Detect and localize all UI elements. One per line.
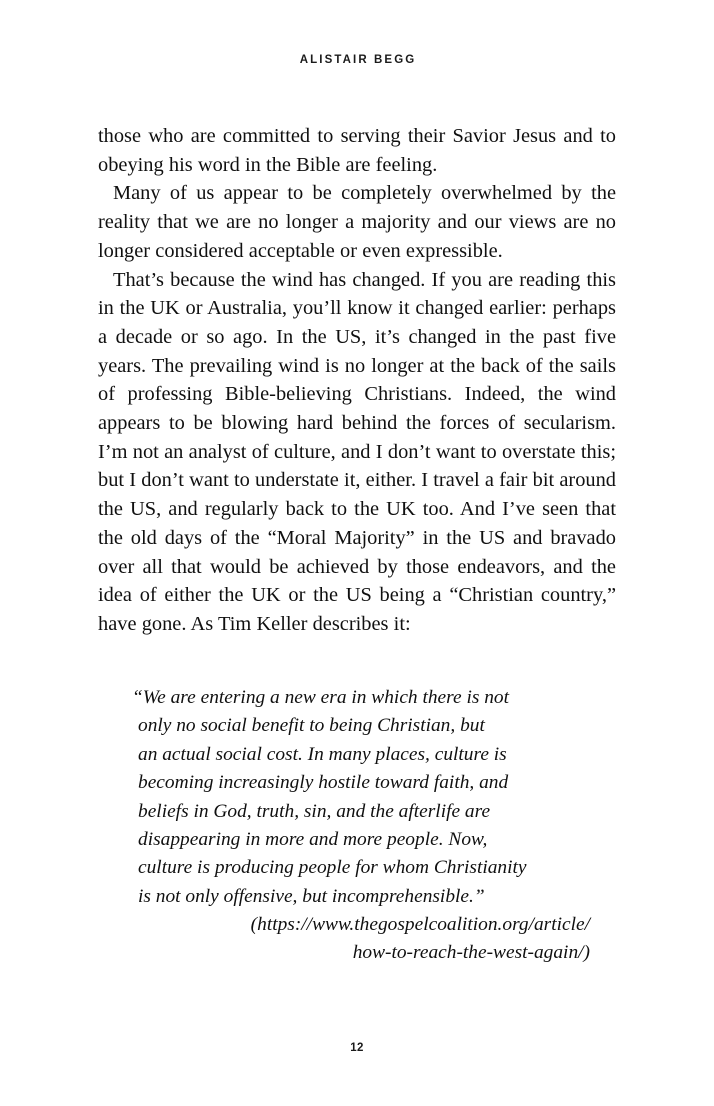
body-paragraph: Many of us appear to be completely overwhelmed by the reality that we are no longer a majority and our views are no longer considered acceptable or even expressible. (98, 182, 616, 262)
quote-line: becoming increasingly hostile toward faith, and (138, 772, 509, 794)
quote-source-citation (138, 911, 590, 968)
page-number: 12 (350, 1042, 364, 1054)
quote-line: “We are entering a new era in which there is not (132, 687, 509, 708)
body-paragraph: those who are committed to serving their Savior Jesus and to obeying his word in the Bible are feeling. (98, 125, 616, 176)
body-text-block (98, 122, 616, 639)
quote-line: disappearing in more and more people. Now, (138, 829, 488, 851)
quote-line: is not only offensive, but incomprehensible.” (138, 885, 485, 907)
block-quote (132, 684, 590, 911)
citation-line: (https://www.thegospelcoalition.org/article/ (250, 914, 590, 935)
citation-line: how-to-reach-the-west-again/) (352, 942, 590, 964)
quote-line: only no social benefit to being Christian, but (138, 715, 485, 737)
running-head: ALISTAIR BEGG (299, 54, 417, 66)
quote-line: an actual social cost. In many places, culture is (138, 743, 507, 765)
quote-line: culture is producing people for whom Christianity (138, 857, 527, 879)
quote-line: beliefs in God, truth, sin, and the afterlife are (138, 800, 491, 822)
body-paragraph: That’s because the wind has changed. If you are reading this in the UK or Australia, you’ll know it changed earlier: perhaps a decade or so ago. In the US, it’s changed in the past five years. The prevailing wind is no longer at the back of the sails of professing Bible-believing Christians. Indeed, the wind appears to be blowing hard behind the forces of secularism. I’m not an analyst of culture, and I don’t want to overstate this; but I don’t want to understate it, either. I travel a fair bit around the US, and regularly back to the UK too. And I’ve seen that the old days of the “Moral Majority” in the US and bravado over all that would be achieved by those endeavors, and the idea of either the UK or the US being a “Christian country,” have gone. As Tim Keller describes it: (98, 268, 616, 635)
